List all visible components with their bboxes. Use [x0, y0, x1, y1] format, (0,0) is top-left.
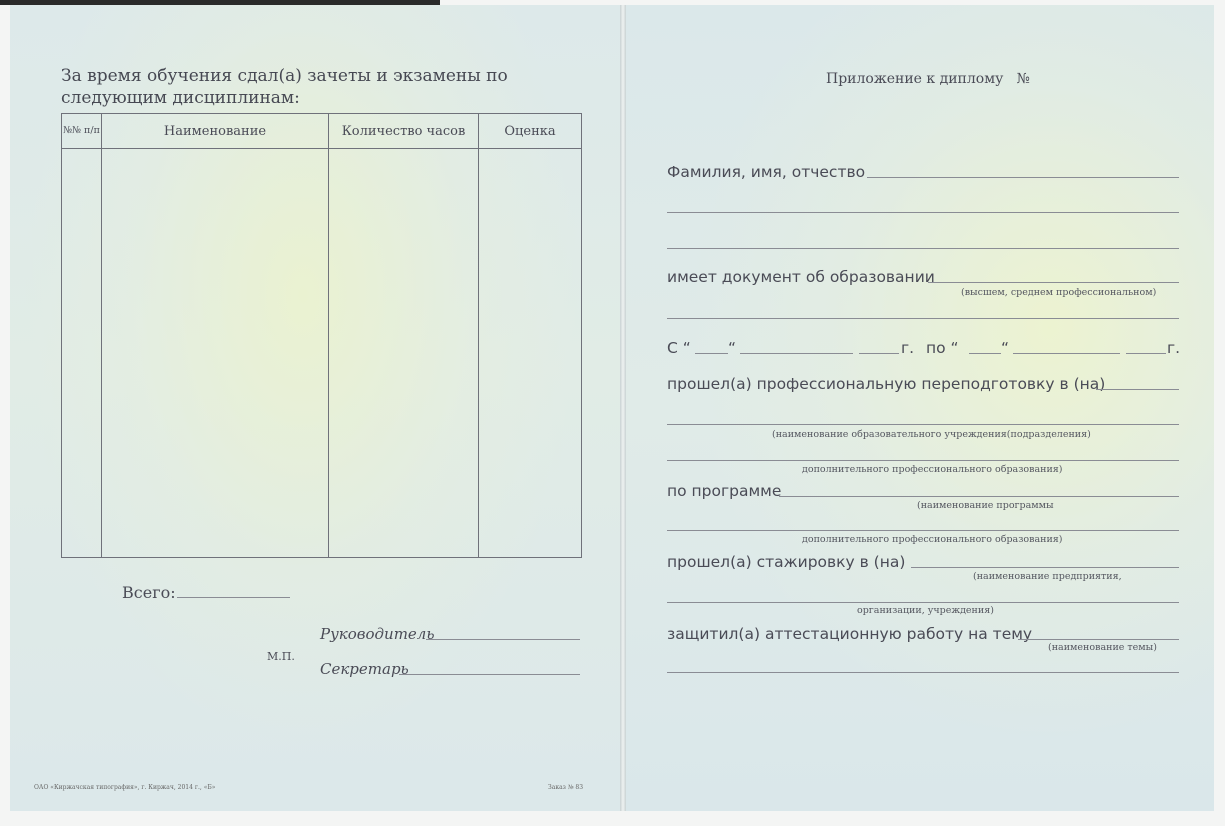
- program-label: по программе: [667, 482, 782, 500]
- fio-field[interactable]: [867, 177, 1179, 178]
- order-number: Заказ № 83: [548, 784, 584, 791]
- education-hint: (высшем, среднем профессиональном): [961, 287, 1157, 298]
- total-field[interactable]: [177, 597, 290, 598]
- header-grade: Оценка: [504, 123, 556, 139]
- topic-hint: (наименование темы): [1048, 642, 1157, 653]
- education-label: имеет документ об образовании: [667, 268, 935, 286]
- dpo-hint-2: дополнительного профессионального образования): [802, 534, 1063, 545]
- date-to-label: по “: [926, 339, 959, 357]
- internship-field[interactable]: [911, 567, 1179, 568]
- fio-field-line-2[interactable]: [667, 212, 1179, 213]
- institution-hint: (наименование образовательного учреждения(подразделения): [772, 429, 1091, 440]
- date-to-year[interactable]: [1126, 353, 1166, 354]
- left-page: [10, 5, 620, 811]
- head-signature-field[interactable]: [426, 639, 580, 640]
- right-page: Приложение к диплому № Фамилия, имя, отчество имеет документ об образовании (высшем, среднем профессиональном) С “ “ г. по “ “ г. прошел(а) профессиональную переподготовку в (на) (наименование образовательного учреждения(подразделения) дополнительного профессионального образования) по программе (наименование программы дополнительного профессионального образования) прошел(а) стажировку в (на) (наименование предприятия, организации, учреждения) защитил(а) аттестационную работу на тему (наименование темы): [626, 5, 1214, 811]
- dpo-hint-1: дополнительного профессионального образования): [802, 464, 1063, 475]
- date-from-month[interactable]: [740, 353, 853, 354]
- date-to-month[interactable]: [1013, 353, 1120, 354]
- program-field-line-2[interactable]: [667, 530, 1179, 531]
- date-from-label: С “: [667, 339, 691, 357]
- internship-field-line-2[interactable]: [667, 602, 1179, 603]
- head-signature-label: Руководитель: [320, 625, 435, 643]
- date-to-day[interactable]: [969, 353, 1001, 354]
- institution-field-line-2[interactable]: [667, 460, 1179, 461]
- year-suffix: г.: [901, 339, 915, 357]
- grades-table: [61, 113, 582, 558]
- header-hours: Количество часов: [341, 123, 466, 139]
- education-field-line-2[interactable]: [667, 318, 1179, 319]
- internship-label: прошел(а) стажировку в (на): [667, 553, 906, 571]
- thesis-field[interactable]: [1018, 639, 1179, 640]
- fio-label: Фамилия, имя, отчество: [667, 163, 866, 181]
- institution-field[interactable]: [667, 424, 1179, 425]
- thesis-field-line-2[interactable]: [667, 672, 1179, 673]
- total-label: Всего:: [122, 583, 176, 602]
- program-hint: (наименование программы: [917, 500, 1054, 511]
- date-from-day[interactable]: [695, 353, 728, 354]
- secretary-signature-label: Секретарь: [320, 660, 409, 678]
- appendix-title: Приложение к диплому №: [826, 71, 1030, 87]
- date-from-year[interactable]: [859, 353, 899, 354]
- retraining-label: прошел(а) профессиональную переподготовку в (на): [667, 375, 1106, 393]
- org-hint: организации, учреждения): [857, 605, 994, 616]
- education-field[interactable]: [928, 282, 1179, 283]
- program-field[interactable]: [779, 496, 1179, 497]
- enterprise-hint: (наименование предприятия,: [973, 571, 1122, 582]
- retraining-field[interactable]: [1096, 389, 1179, 390]
- thesis-label: защитил(а) аттестационную работу на тему: [667, 625, 1033, 643]
- stamp-place-label: М.П.: [267, 650, 295, 663]
- year-suffix-end: г.: [1167, 339, 1181, 357]
- secretary-signature-field[interactable]: [399, 674, 580, 675]
- fio-field-line-3[interactable]: [667, 248, 1179, 249]
- disciplines-intro: За время обучения сдал(а) зачеты и экзамены по следующим дисциплинам:: [61, 66, 508, 108]
- header-name: Наименование: [163, 123, 267, 139]
- header-number: №№ п/п: [63, 125, 100, 136]
- printer-imprint: ОАО «Киржачская типография», г. Киржач, 2014 г., «Б»: [34, 784, 216, 791]
